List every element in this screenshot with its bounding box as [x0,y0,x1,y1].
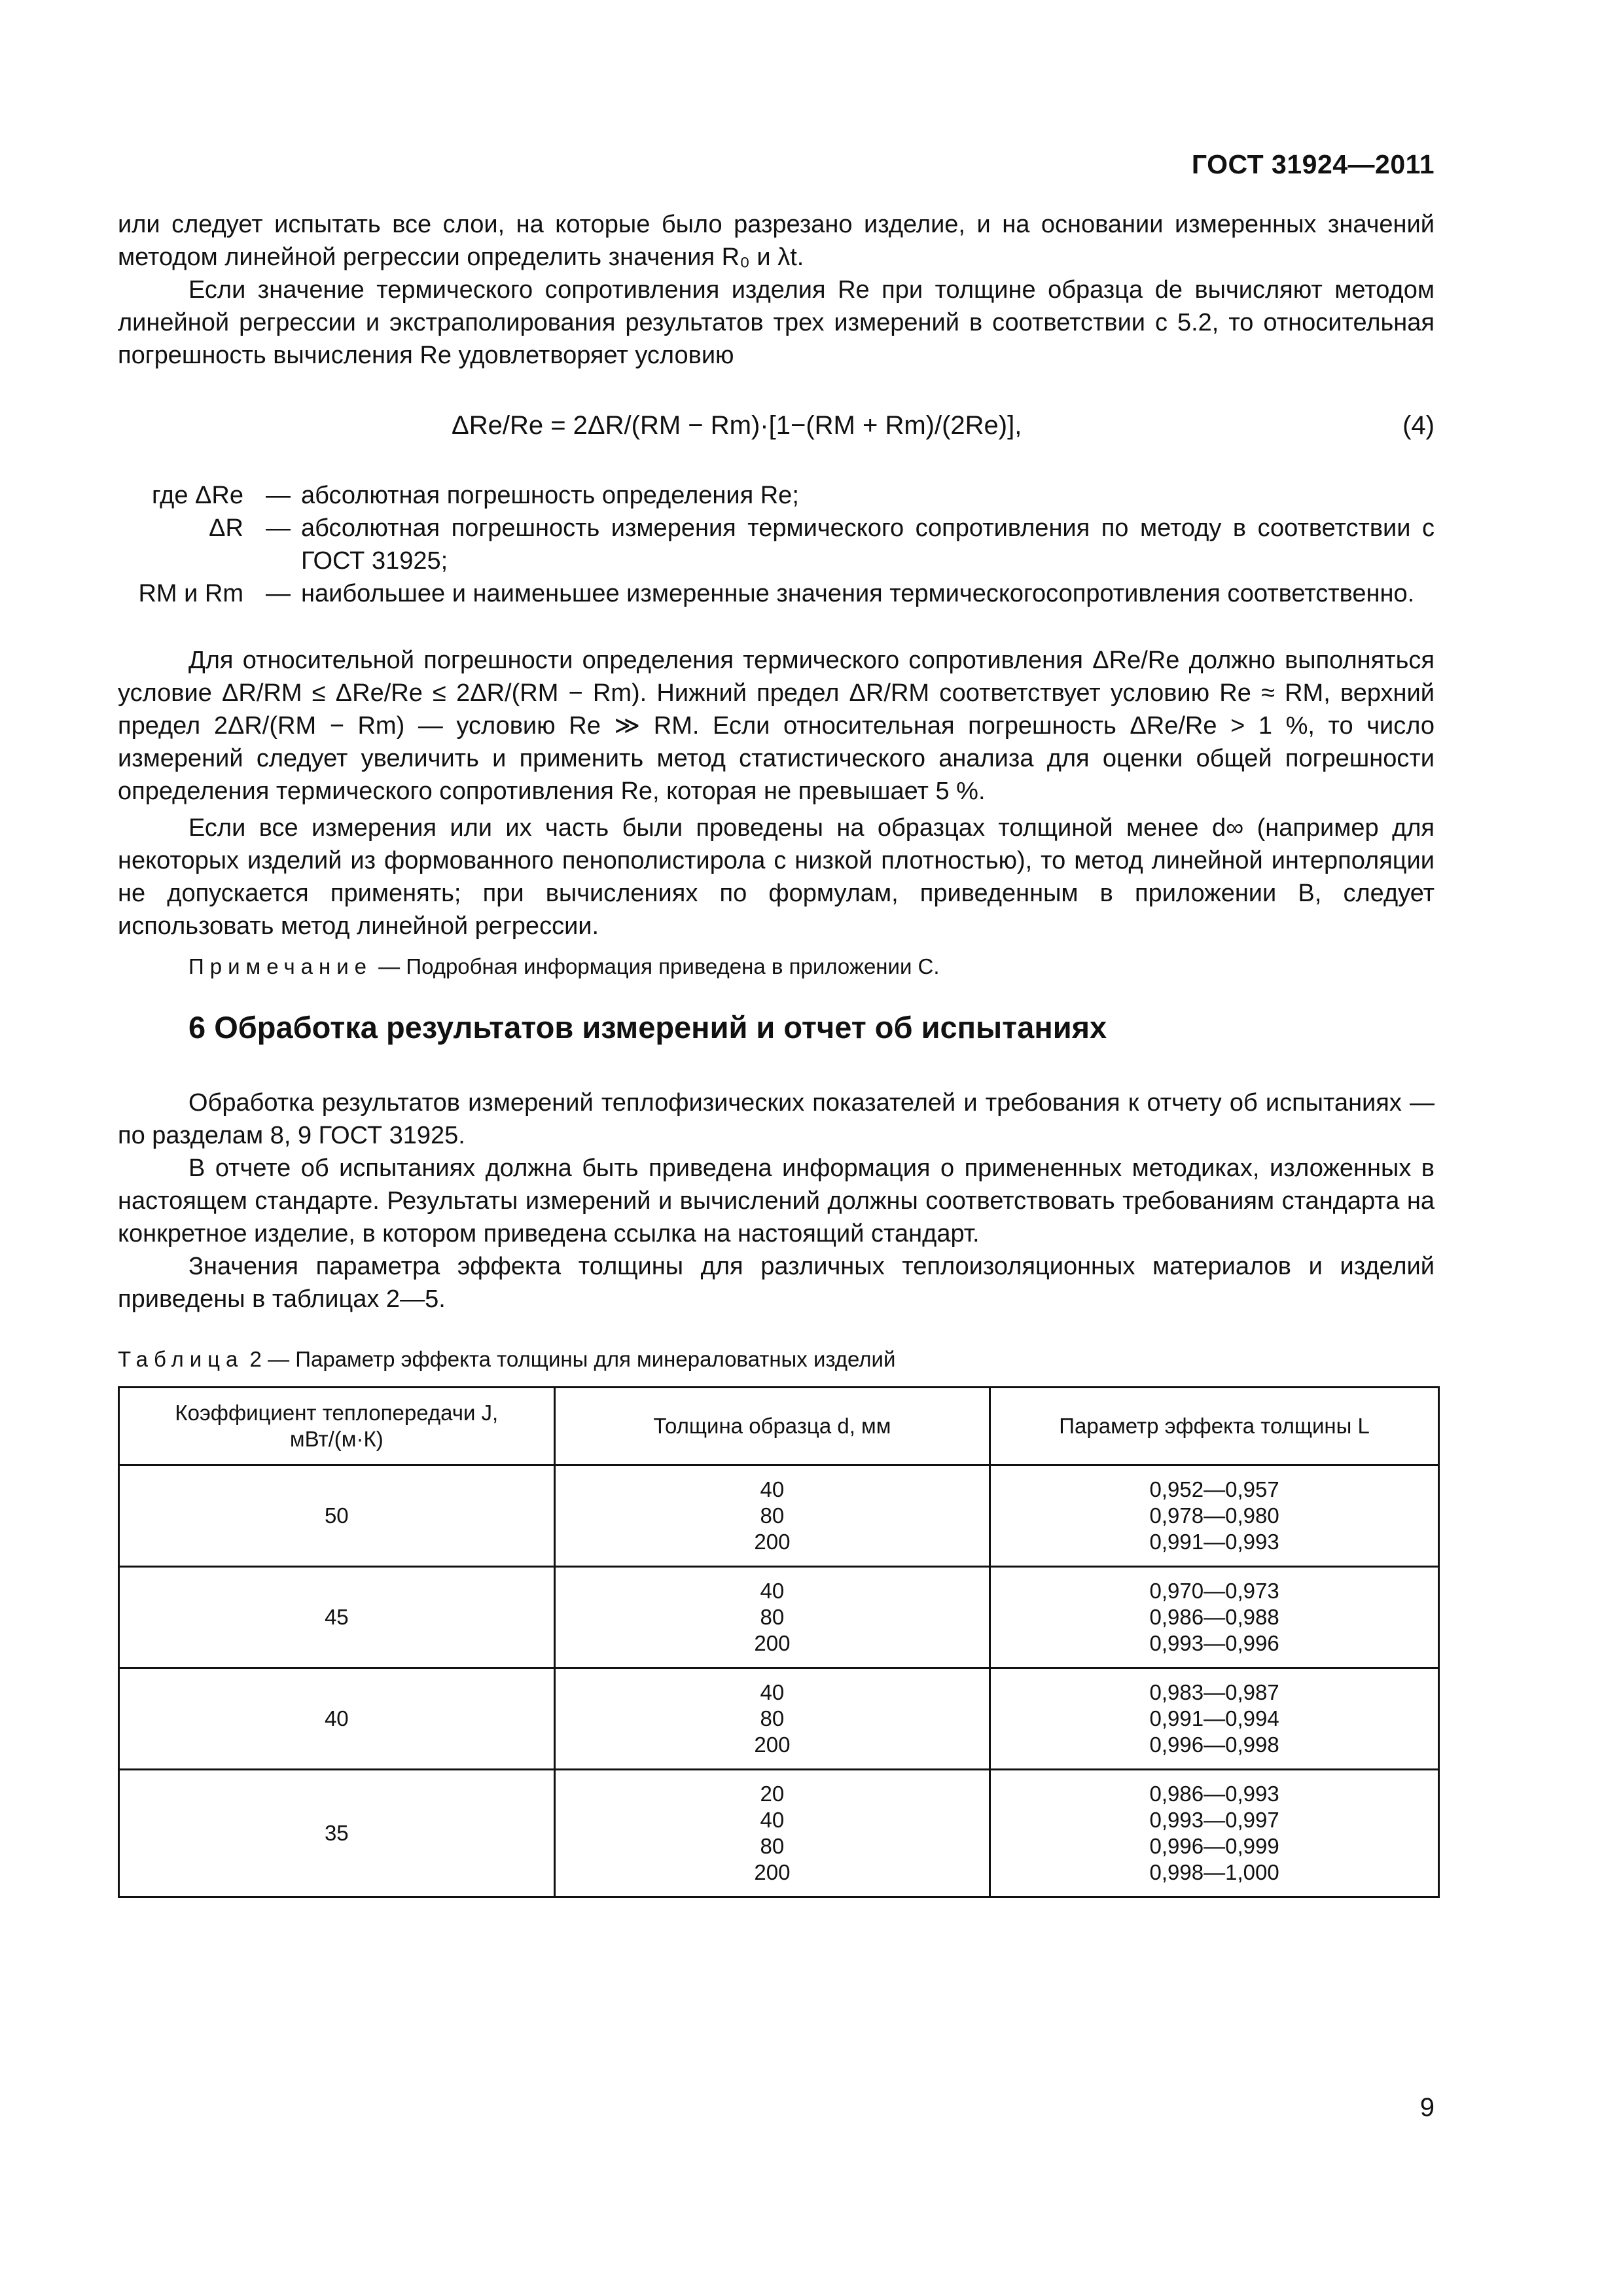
definition-symbol: ΔR [209,514,243,542]
document-code: ГОСТ 31924—2011 [1191,149,1435,179]
paragraph-continuation: или следует испытать все слои, на которые было разрезано изделие, и на основании измеренных значений методом линейной регрессии определить значения R₀ и λt. [118,211,1435,271]
definition-text: абсолютная погрешность измерения термического сопротивления по методу в соответствии с ГОСТ 31925; [301,514,1435,575]
cell-parameter [990,1465,1439,1567]
thickness-value: 200 [754,1530,791,1554]
cell-coefficient: 40 [119,1668,555,1770]
cell-parameter [990,1770,1439,1897]
thickness-value: 40 [760,1680,785,1704]
definition-item [118,479,1435,512]
table-row [119,1465,1439,1567]
thickness-effect-table [118,1386,1440,1898]
note-text: — Подробная информация приведена в приложении С. [372,954,940,978]
parameter-value: 0,991—0,993 [1149,1530,1279,1554]
thickness-value: 80 [760,1706,785,1731]
cell-thickness [554,1567,990,1668]
parameter-value: 0,970—0,973 [1149,1579,1279,1603]
parameter-value: 0,993—0,996 [1149,1631,1279,1655]
cell-coefficient: 45 [119,1567,555,1668]
thickness-value: 20 [760,1782,785,1806]
parameter-value: 0,978—0,980 [1149,1503,1279,1528]
definition-item [118,512,1435,577]
definition-text: абсолютная погрешность определения Re; [301,482,799,509]
definition-item [118,577,1435,610]
paragraph-relative-error: Для относительной погрешности определения термического сопротивления ΔRe/Re должно выполняться условие ΔR/RM ≤ ΔRe/Re ≤ 2ΔR/(RM − Rm). Нижний предел ΔR/RM соответствует условию Re ≈ RM, верхний предел 2ΔR/(RM − Rm) — условию Re ≫ RM. Если относительная погрешность ΔRe/Re > 1 %, то число измерений следует увеличить и применить метод статистического анализа для оценки общей погрешности определения термического сопротивления Re, которая не превышает 5 %. [118,647,1435,805]
cell-parameter [990,1668,1439,1770]
thickness-value: 80 [760,1605,785,1629]
table-caption [118,1347,895,1372]
header-thickness: Толщина образца d, мм [554,1388,990,1465]
cell-thickness [554,1770,990,1897]
cell-parameter [990,1567,1439,1668]
parameter-value: 0,986—0,993 [1149,1782,1279,1806]
table-caption-label: Таблица [118,1347,244,1371]
parameter-value: 0,996—0,998 [1149,1732,1279,1757]
cell-thickness [554,1668,990,1770]
paragraph-report: В отчете об испытаниях должна быть приведена информация о примененных методиках, изложенных в настоящем стандарте. Результаты измерений и вычислений должны соответствовать требованиям стандарта на конкретное изделие, в котором приведена ссылка на настоящий стандарт. [118,1155,1435,1247]
header-parameter: Параметр эффекта толщины L [990,1388,1439,1465]
cell-coefficient: 50 [119,1465,555,1567]
table-row [119,1567,1439,1668]
header-coefficient: Коэффициент теплопередачи J, мВт/(м·К) [119,1388,555,1465]
page-number: 9 [1419,2093,1435,2122]
definitions-list [118,479,1435,610]
thickness-value: 40 [760,1808,785,1832]
thickness-value: 40 [760,1477,785,1501]
thickness-value: 40 [760,1579,785,1603]
thickness-value: 200 [754,1732,791,1757]
thickness-value: 200 [754,1631,791,1655]
definition-dash: — [266,514,291,542]
parameter-value: 0,993—0,997 [1149,1808,1279,1832]
parameter-value: 0,986—0,988 [1149,1605,1279,1629]
definition-dash: — [266,482,291,509]
paragraph-tables: Значения параметра эффекта толщины для различных теплоизоляционных материалов и изделий приведены в таблицах 2—5. [118,1253,1435,1313]
parameter-value: 0,998—1,000 [1149,1860,1279,1884]
formula-4: ΔRe/Re = 2ΔR/(RM − Rm)·[1−(RM + Rm)/(2Re)], [452,411,1022,440]
definition-text: наибольшее и наименьшее измеренные значения термическогосопротивления соответственно. [301,580,1415,607]
table-header-row [119,1388,1439,1465]
paragraph-interpolation: Если все измерения или их часть были проведены на образцах толщиной менее d∞ (например для некоторых изделий из формованного пенополистирола с низкой плотностью), то метод линейной интерполяции не допускается применять; при вычислениях по формулам, приведенным в приложении В, следует использовать метод линейной регрессии. [118,814,1435,940]
formula-number: (4) [1402,411,1435,440]
definition-dash: — [266,580,291,607]
parameter-value: 0,996—0,999 [1149,1834,1279,1858]
cell-thickness [554,1465,990,1567]
parameter-value: 0,983—0,987 [1149,1680,1279,1704]
thickness-value: 80 [760,1834,785,1858]
cell-coefficient: 35 [119,1770,555,1897]
parameter-value: 0,991—0,994 [1149,1706,1279,1731]
definition-symbol: RM и Rm [138,580,243,607]
thickness-value: 80 [760,1503,785,1528]
section-heading: 6 Обработка результатов измерений и отчет об испытаниях [188,1010,1107,1045]
paragraph-thermal-resistance: Если значение термического сопротивления изделия Re при толщине образца de вычисляют методом линейной регрессии и экстраполирования результатов трех измерений в соответствии с 5.2, то относительная погрешность вычисления Re удовлетворяет условию [118,276,1435,369]
thickness-value: 200 [754,1860,791,1884]
table-row [119,1668,1439,1770]
table-row [119,1770,1439,1897]
table-caption-text: 2 — Параметр эффекта толщины для минераловатных изделий [243,1347,896,1371]
parameter-value: 0,952—0,957 [1149,1477,1279,1501]
definition-symbol: где ΔRe [152,482,243,509]
note [188,954,940,979]
note-label: Примечание [188,954,373,978]
paragraph-processing: Обработка результатов измерений теплофизических показателей и требования к отчету об испытаниях — по разделам 8, 9 ГОСТ 31925. [118,1089,1435,1149]
